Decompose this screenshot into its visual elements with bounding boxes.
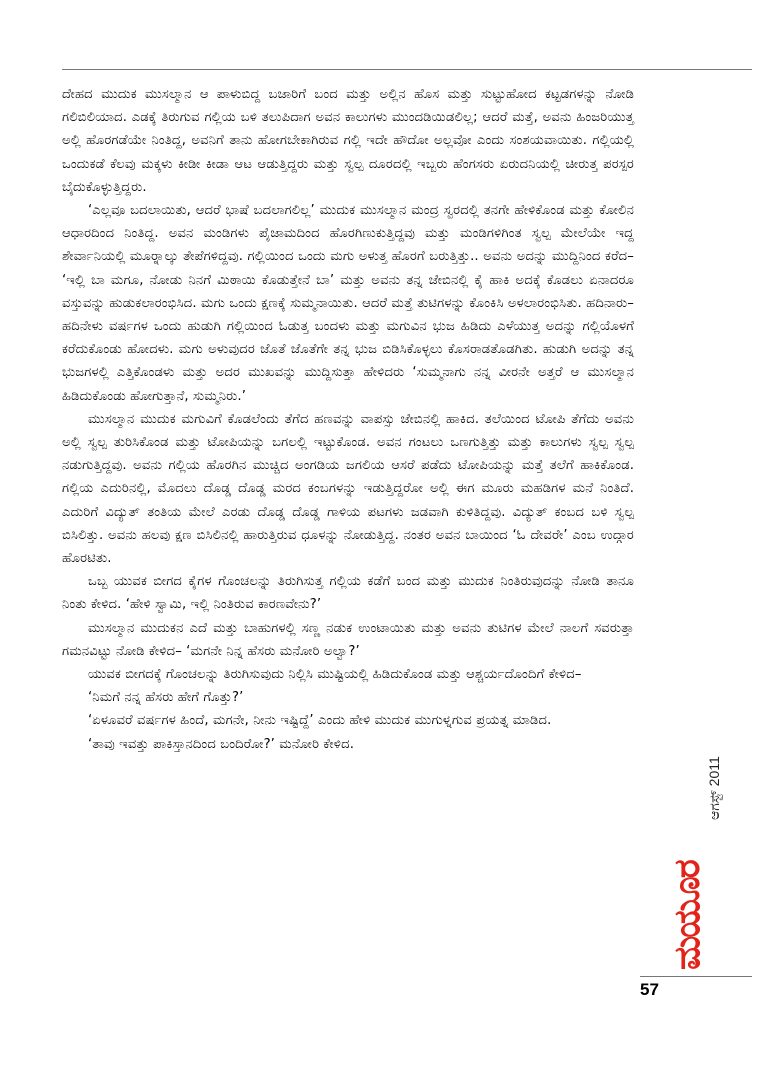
article-paragraph: ದೇಹದ ಮುದುಕ ಮುಸಲ್ಮಾನ ಆ ಪಾಳುಬಿದ್ದ ಬಜಾರಿಗೆ ಬಂದ ಮತ್ತು ಅಲ್ಲಿನ ಹೊಸ ಮತ್ತು ಸುಟ್ಟುಹೋದ ಕಟ್ಟಡಗಳನ್ನು ನೋಡಿ ಗಲಿಬಿಲಿಯಾದ. ಎಡಕ್ಕೆ ತಿರುಗುವ ಗಲ್ಲಿಯ ಬಳಿ ತಲುಪಿದಾಗ ಅವನ ಕಾಲುಗಳು ಮುಂದಡಿಯಿಡಲಿಲ್ಲ; ಆದರೆ ಮತ್ತೆ, ಅವನು ಹಿಂಜರಿಯುತ್ತ ಅಲ್ಲಿ ಹೊರಗಡೆಯೇ ನಿಂತಿದ್ದ, ಅವನಿಗೆ ತಾನು ಹೋಗಬೇಕಾಗಿರುವ ಗಲ್ಲಿ ಇದೇ ಹೌದೋ ಅಲ್ಲವೋ ಎಂದು ಸಂಶಯವಾಯಿತು. ಗಲ್ಲಿಯಲ್ಲಿ ಒಂದುಕಡೆ ಕೆಲವು ಮಕ್ಕಳು ಕೀಡೀ ಕೀಡಾ ಆಟ ಆಡುತ್ತಿದ್ದರು ಮತ್ತು ಸ್ವಲ್ಪ ದೂರದಲ್ಲಿ ಇಬ್ಬರು ಹೆಂಗಸರು ಏರುದನಿಯಲ್ಲಿ ಚೀರುತ್ತ ಪರಸ್ಪರ ಬೈದುಕೊಳ್ಳುತ್ತಿದ್ದರು. (62, 87, 634, 195)
article-paragraph: ‘ಎಲ್ಲವೂ ಬದಲಾಯಿತು, ಆದರೆ ಭಾಷೆ ಬದಲಾಗಲಿಲ್ಲ’ ಮುದುಕ ಮುಸಲ್ಮಾನ ಮಂದ್ರ ಸ್ವರದಲ್ಲಿ ತನಗೇ ಹೇಳಿಕೊಂಡ ಮತ್ತು ಕೋಲಿನ ಆಧಾರದಿಂದ ನಿಂತಿದ್ದ. ಅವನ ಮಂಡಿಗಳು ಪೈಜಾಮದಿಂದ ಹೊರಗಿಣುಕುತ್ತಿದ್ದವು ಮತ್ತು ಮಂಡಿಗಳಿಗಿಂತ ಸ್ವಲ್ಪ ಮೇಲೆಯೇ ಇದ್ದ ಶೇರ್ವಾನಿಯಲ್ಲಿ ಮೂರ್‍ನಾಲ್ಕು ತೇಪೆಗಳಿದ್ದವು. ಗಲ್ಲಿಯಿಂದ ಒಂದು ಮಗು ಅಳುತ್ತ ಹೊರಗೆ ಬರುತ್ತಿತ್ತು.. ಅವನು ಅದನ್ನು ಮುದ್ದಿನಿಂದ ಕರೆದ– ‘ಇಲ್ಲಿ ಬಾ ಮಗೂ, ನೋಡು ನಿನಗೆ ಮಿಠಾಯಿ ಕೊಡುತ್ತೇನೆ ಬಾ’ ಮತ್ತು ಅವನು ತನ್ನ ಜೇಬಿನಲ್ಲಿ ಕೈ ಹಾಕಿ ಅದಕ್ಕೆ ಕೊಡಲು ಏನಾದರೂ ವಸ್ತುವನ್ನು ಹುಡುಕಲಾರಂಭಿಸಿದ. ಮಗು ಒಂದು ಕ್ಷಣಕ್ಕೆ ಸುಮ್ಮನಾಯಿತು. ಆದರೆ ಮತ್ತೆ ತುಟಿಗಳನ್ನು ಕೊಂಕಿಸಿ ಅಳಲಾರಂಭಿಸಿತು. ಹದಿನಾರು–ಹದಿನೇಳು ವರ್ಷಗಳ ಒಂದು ಹುಡುಗಿ ಗಲ್ಲಿಯಿಂದ ಓಡುತ್ತ ಬಂದಳು ಮತ್ತು ಮಗುವಿನ ಭುಜ ಹಿಡಿದು ಎಳೆಯುತ್ತ ಅದನ್ನು ಗಲ್ಲಿಯೊಳಗೆ ಕರೆದುಕೊಂಡು ಹೋದಳು. ಮಗು ಅಳುವುದರ ಜೊತೆ ಜೊತೆಗೇ ತನ್ನ ಭುಜ ಬಿಡಿಸಿಕೊಳ್ಳಲು ಕೊಸರಾಡತೊಡಗಿತು. ಹುಡುಗಿ ಅದನ್ನು ತನ್ನ ಭುಜಗಳಲ್ಲಿ ಎತ್ತಿಕೊಂಡಳು ಮತ್ತು ಅದರ ಮುಖವನ್ನು ಮುದ್ದಿಸುತ್ತಾ ಹೇಳಿದರು ‘ಸುಮ್ಮನಾಗು ನನ್ನ ವೀರನೇ ಅತ್ತರೆ ಆ ಮುಸಲ್ಮಾನ ಹಿಡಿದುಕೊಂಡು ಹೋಗುತ್ತಾನೆ, ಸುಮ್ಮನಿರು.’ (62, 203, 634, 404)
magazine-masthead (640, 750, 750, 975)
issue-date: ಆಗಸ್ಟ್ 2011 (706, 756, 722, 820)
article-paragraph: ‘ತಾವು ಇವತ್ತು ಪಾಕಿಸ್ತಾನದಿಂದ ಬಂದಿರೋ?’ ಮನೋರಿ ಕೇಳಿದ. (88, 736, 354, 752)
article-paragraph: ಮುಸಲ್ಮಾನ ಮುದುಕನ ಎದೆ ಮತ್ತು ಬಾಹುಗಳಲ್ಲಿ ಸಣ್ಣ ನಡುಕ ಉಂಟಾಯಿತು ಮತ್ತು ಅವನು ತುಟಿಗಳ ಮೇಲೆ ನಾಲಗೆ ಸವರುತ್ತಾ ಗಮನವಿಟ್ಟು ನೋಡಿ ಕೇಳಿದ– ‘ಮಗನೇ ನಿನ್ನ ಹೆಸರು ಮನೋರಿ ಅಲ್ವಾ?’ (62, 620, 634, 659)
page-sidebar (640, 750, 752, 1070)
article-paragraph: ಯುವಕ ಬೀಗದಕ್ಕೆ ಗೊಂಚಲನ್ನು ತಿರುಗಿಸುವುದು ನಿಲ್ಲಿಸಿ ಮುಷ್ಟಿಯಲ್ಲಿ ಹಿಡಿದುಕೊಂಡ ಮತ್ತು ಆಶ್ಚರ್ಯದೊಂದಿಗೆ ಕೇಳಿದ– (88, 667, 582, 683)
article-paragraph: ಒಬ್ಬ ಯುವಕ ಬೀಗದ ಕೈಗಳ ಗೊಂಚಲನ್ನು ತಿರುಗಿಸುತ್ತ ಗಲ್ಲಿಯ ಕಡೆಗೆ ಬಂದ ಮತ್ತು ಮುದುಕ ನಿಂತಿರುವುದನ್ನು ನೋಡಿ ತಾನೂ ನಿಂತು ಕೇಳಿದ. ‘ಹೇಳಿ ಸ್ವಾಮಿ, ಇಲ್ಲಿ ನಿಂತಿರುವ ಕಾರಣವೇನು?’ (62, 574, 634, 613)
top-rule (62, 69, 752, 70)
magazine-logo: ಮಯೂರ (667, 861, 708, 970)
footer-rule (640, 976, 752, 977)
article-paragraph: ‘ಏಳೂವರೆ ವರ್ಷಗಳ ಹಿಂದೆ, ಮಗನೇ, ನೀನು ಇಷ್ಟಿದ್ದೆ’ ಎಂದು ಹೇಳಿ ಮುದುಕ ಮುಗುಳ್ನಗುವ ಪ್ರಯತ್ನ ಮಾಡಿದ. (88, 713, 552, 729)
article-paragraph: ಮುಸಲ್ಮಾನ ಮುದುಕ ಮಗುವಿಗೆ ಕೊಡಲೆಂದು ತೆಗೆದ ಹಣವನ್ನು ವಾಪಸ್ಸು ಜೇಬಿನಲ್ಲಿ ಹಾಕಿದ. ತಲೆಯಿಂದ ಟೋಪಿ ತೆಗೆದು ಅವನು ಅಲ್ಲಿ ಸ್ವಲ್ಪ ತುರಿಸಿಕೊಂಡ ಮತ್ತು ಟೋಪಿಯನ್ನು ಬಗಲಲ್ಲಿ ಇಟ್ಟುಕೊಂಡ. ಅವನ ಗಂಟಲು ಒಣಗುತ್ತಿತ್ತು ಮತ್ತು ಕಾಲುಗಳು ಸ್ವಲ್ಪ ಸ್ವಲ್ಪ ನಡುಗುತ್ತಿದ್ದವು. ಅವನು ಗಲ್ಲಿಯ ಹೊರಗಿನ ಮುಚ್ಚಿದ ಅಂಗಡಿಯ ಜಗಲಿಯ ಆಸರೆ ಪಡೆದು ಟೋಪಿಯನ್ನು ಮತ್ತೆ ತಲೆಗೆ ಹಾಕಿಕೊಂಡ. ಗಲ್ಲಿಯ ಎದುರಿನಲ್ಲಿ, ಮೊದಲು ದೊಡ್ಡ ದೊಡ್ಡ ಮರದ ಕಂಬಗಳನ್ನು ಇಡುತ್ತಿದ್ದರೋ ಅಲ್ಲಿ ಈಗ ಮೂರು ಮಹಡಿಗಳ ಮನೆ ನಿಂತಿದೆ. ಎದುರಿಗೆ ವಿದ್ಯುತ್ ತಂತಿಯ ಮೇಲೆ ಎರಡು ದೊಡ್ಡ ದೊಡ್ಡ ಗಾಳಿಯ ಪಟಗಳು ಜಡವಾಗಿ ಕುಳಿತಿದ್ದವು. ವಿದ್ಯುತ್ ಕಂಬದ ಬಳಿ ಸ್ವಲ್ಪ ಬಿಸಿಲಿತ್ತು. ಅವನು ಹಲವು ಕ್ಷಣ ಬಿಸಿಲಿನಲ್ಲಿ ಹಾರುತ್ತಿರುವ ಧೂಳನ್ನು ನೋಡುತ್ತಿದ್ದ. ನಂತರ ಅವನ ಬಾಯಿಂದ ‘ಓ ದೇವರೇ’ ಎಂಬ ಉದ್ಗಾರ ಹೊರಟಿತು. (62, 411, 634, 567)
article-paragraph: ‘ನಿಮಗೆ ನನ್ನ ಹೆಸರು ಹೇಗೆ ಗೊತ್ತು?’ (88, 690, 244, 706)
page-number: 57 (640, 980, 659, 999)
article-body (62, 83, 634, 756)
